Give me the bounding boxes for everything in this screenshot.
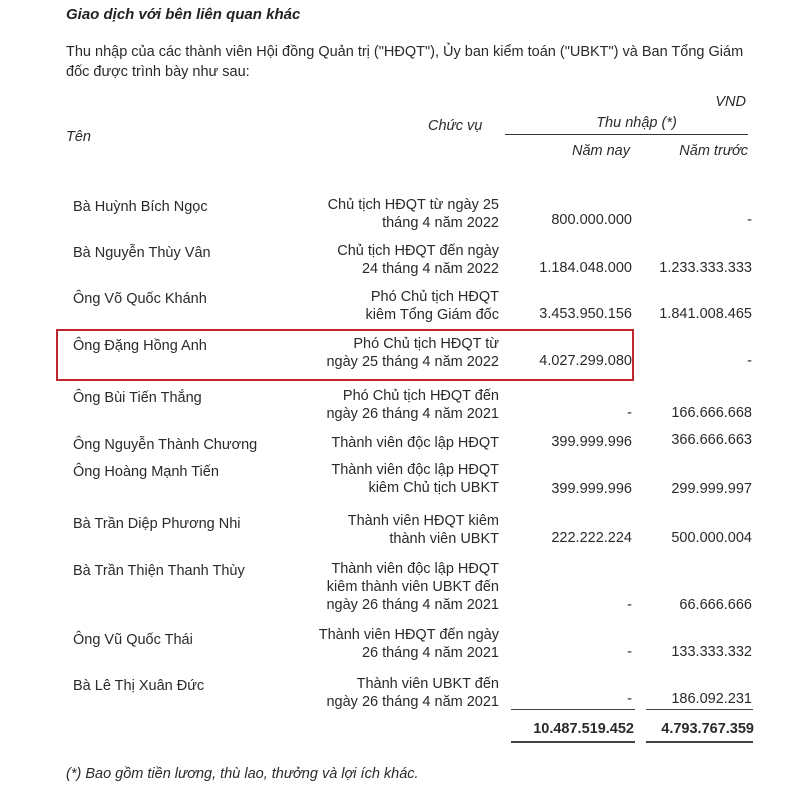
- row-previous-year: 500.000.004: [671, 530, 752, 546]
- position-line: ngày 25 tháng 4 năm 2022: [326, 354, 499, 370]
- subtotal-rule-previous: [646, 709, 753, 710]
- position-line: Thành viên HĐQT kiêm: [347, 513, 499, 529]
- row-current-year: 222.222.224: [551, 530, 632, 546]
- row-previous-year: 166.666.668: [671, 405, 752, 421]
- row-name: Bà Trần Thiện Thanh Thùy: [73, 563, 245, 579]
- position-line: Chủ tịch HĐQT đến ngày: [337, 243, 499, 259]
- row-previous-year: 186.092.231: [671, 691, 752, 707]
- row-name: Bà Nguyễn Thùy Vân: [73, 245, 211, 261]
- total-rule-current: [511, 741, 635, 743]
- row-current-year: -: [627, 405, 632, 421]
- row-position: [326, 387, 499, 423]
- position-line: Phó Chủ tịch HĐQT đến: [342, 388, 499, 404]
- position-line: kiêm Chủ tịch UBKT: [368, 480, 499, 496]
- position-line: Thành viên độc lập HĐQT: [331, 561, 499, 577]
- row-previous-year: -: [747, 212, 752, 228]
- row-previous-year: 133.333.332: [671, 644, 752, 660]
- row-name: Ông Bùi Tiến Thắng: [73, 390, 202, 406]
- position-line: kiêm thành viên UBKT đến: [326, 579, 499, 595]
- row-previous-year: 1.841.008.465: [659, 306, 752, 322]
- row-name: Ông Nguyễn Thành Chương: [73, 437, 258, 453]
- row-position: [337, 242, 499, 278]
- row-name: Bà Huỳnh Bích Ngọc: [73, 199, 208, 215]
- position-line: Phó Chủ tịch HĐQT: [370, 289, 499, 305]
- position-line: thành viên UBKT: [389, 531, 499, 547]
- position-line: kiêm Tổng Giám đốc: [365, 307, 499, 323]
- row-previous-year: 366.666.663: [671, 432, 752, 448]
- row-position: [319, 626, 499, 662]
- row-previous-year: -: [747, 353, 752, 369]
- footnote: (*) Bao gồm tiền lương, thù lao, thưởng và lợi ích khác.: [66, 766, 419, 782]
- subtotal-rule-current: [511, 709, 635, 710]
- row-name: Ông Hoàng Mạnh Tiến: [73, 464, 219, 480]
- row-position: [331, 434, 499, 452]
- position-line: 24 tháng 4 năm 2022: [361, 261, 499, 277]
- header-divider: [505, 134, 748, 135]
- position-line: Thành viên độc lập HĐQT: [331, 462, 499, 478]
- position-line: Thành viên HĐQT đến ngày: [318, 627, 499, 643]
- row-name: Ông Võ Quốc Khánh: [73, 291, 207, 307]
- position-line: Phó Chủ tịch HĐQT từ: [353, 336, 499, 352]
- row-position: [326, 335, 499, 371]
- row-current-year: 399.999.996: [551, 434, 632, 450]
- row-position: [331, 461, 499, 497]
- position-line: Thành viên độc lập HĐQT: [331, 435, 499, 451]
- row-previous-year: 66.666.666: [679, 597, 752, 613]
- header-income-group: Thu nhập (*): [596, 115, 677, 131]
- currency-unit: VND: [715, 94, 746, 110]
- row-position: [326, 560, 499, 614]
- section-title: Giao dịch với bên liên quan khác: [66, 6, 301, 23]
- row-previous-year: 1.233.333.333: [659, 260, 752, 276]
- row-name: Ông Đặng Hồng Anh: [73, 338, 207, 354]
- header-name: Tên: [66, 129, 91, 145]
- position-line: ngày 26 tháng 4 năm 2021: [326, 694, 499, 710]
- row-position: [328, 196, 499, 232]
- position-line: 26 tháng 4 năm 2021: [361, 645, 499, 661]
- header-previous-year: Năm trước: [679, 143, 748, 159]
- position-line: Chủ tịch HĐQT từ ngày 25: [327, 197, 499, 213]
- row-position: [365, 288, 499, 324]
- row-current-year: -: [627, 644, 632, 660]
- position-line: tháng 4 năm 2022: [382, 215, 499, 231]
- intro-paragraph: Thu nhập của các thành viên Hội đồng Quản trị ("HĐQT"), Ủy ban kiểm toán ("UBKT") và Ban Tổng Giám đốc được trình bày như sau:: [66, 44, 744, 80]
- row-position: [348, 512, 499, 548]
- position-line: ngày 26 tháng 4 năm 2021: [326, 406, 499, 422]
- row-current-year: 399.999.996: [551, 481, 632, 497]
- header-current-year: Năm nay: [571, 143, 630, 159]
- total-previous-year: 4.793.767.359: [661, 721, 754, 737]
- row-current-year: 800.000.000: [551, 212, 632, 228]
- row-current-year: -: [627, 691, 632, 707]
- position-line: ngày 26 tháng 4 năm 2021: [326, 597, 499, 613]
- row-name: Bà Lê Thị Xuân Đức: [73, 678, 205, 694]
- row-current-year: -: [627, 597, 632, 613]
- row-current-year: 4.027.299.080: [539, 353, 632, 369]
- row-previous-year: 299.999.997: [671, 481, 752, 497]
- row-name: Bà Trần Diệp Phương Nhi: [73, 516, 241, 532]
- row-current-year: 3.453.950.156: [539, 306, 632, 322]
- row-current-year: 1.184.048.000: [539, 260, 632, 276]
- total-current-year: 10.487.519.452: [533, 721, 634, 737]
- total-rule-previous: [646, 741, 753, 743]
- row-name: Ông Vũ Quốc Thái: [73, 632, 193, 648]
- position-line: Thành viên UBKT đến: [356, 676, 499, 692]
- header-position: Chức vụ: [428, 118, 483, 134]
- row-position: [326, 675, 499, 711]
